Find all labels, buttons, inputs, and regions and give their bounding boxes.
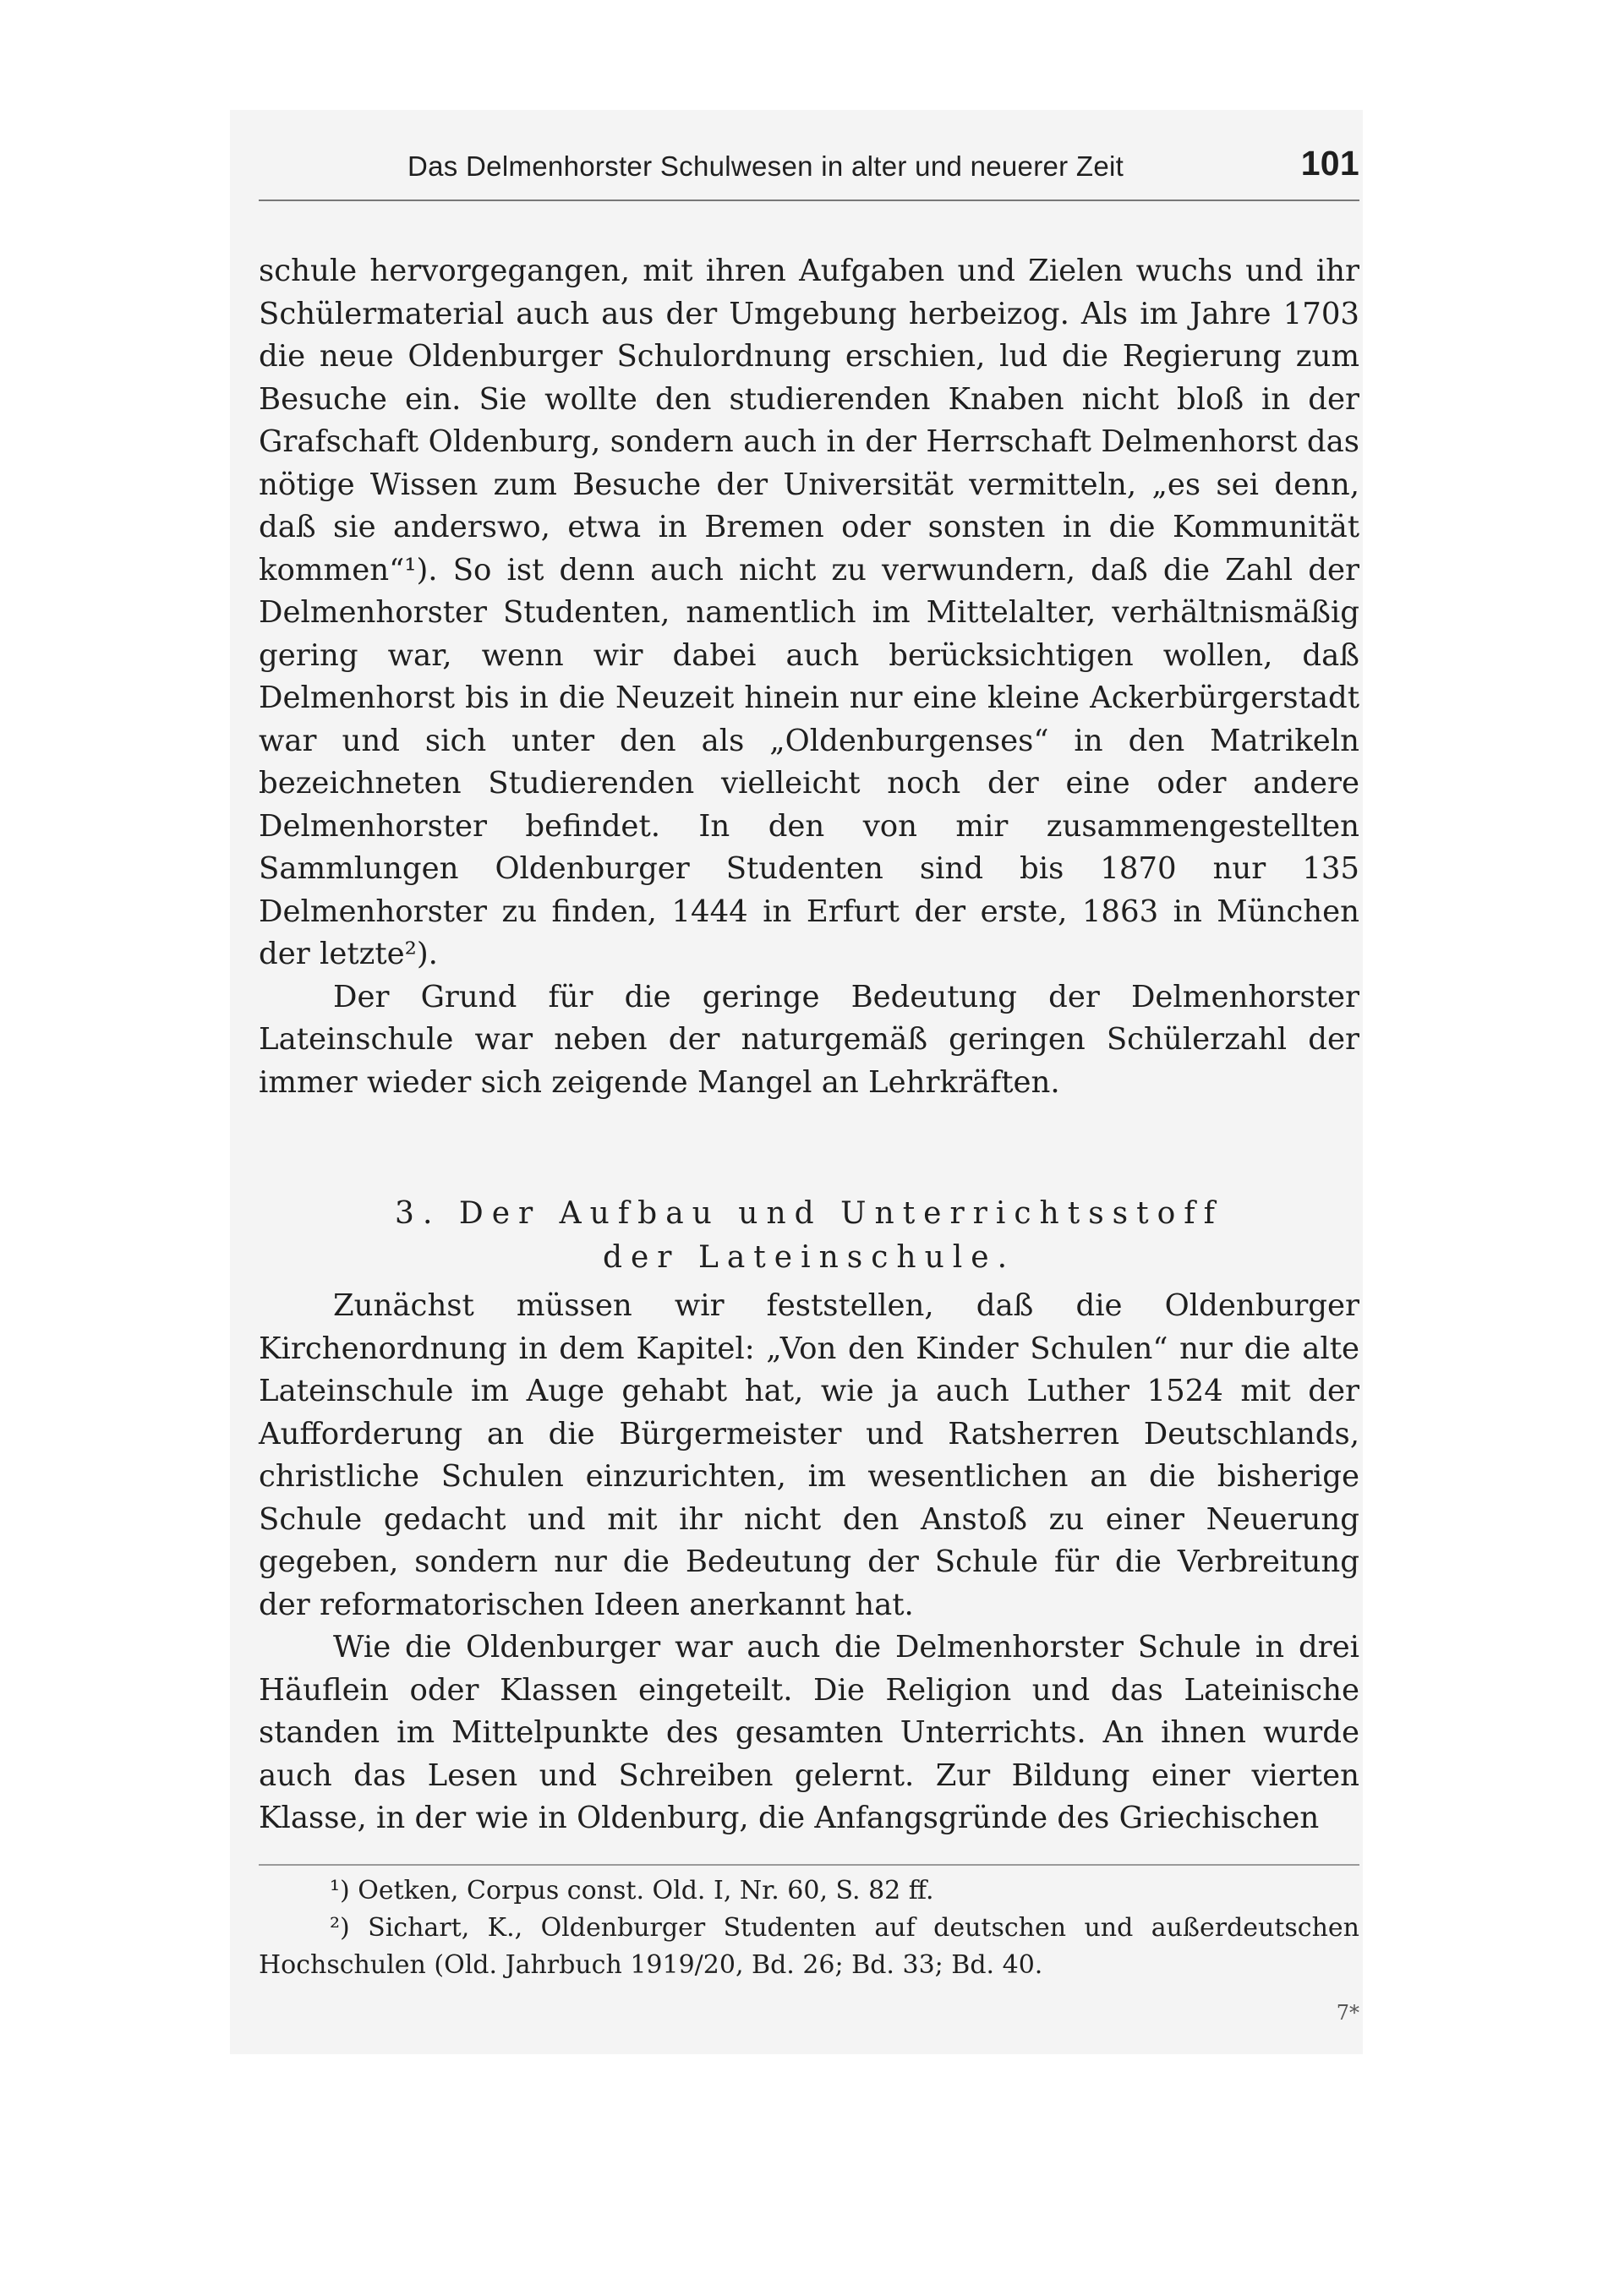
footnote-rule xyxy=(259,1864,1359,1866)
body-paragraph-1: schule hervorgegangen, mit ihren Aufgaben und Zielen wuchs und ihr Schülermaterial auch aus der Umgebung herbeizog. Als im Jahre 1703 die neue Oldenburger Schulordnung erschien, lud die Regierung zum Besuche ein. Sie wollte den studierenden Knaben nicht bloß in der Grafschaft Oldenburg, sondern auch in der Herrschaft Delmenhorst das nötige Wissen zum Besuche der Universität vermitteln, „es sei denn, daß sie anderswo, etwa in Bremen oder sonsten in die Kommunität kommen“¹). So ist denn auch nicht zu verwundern, daß die Zahl der Delmenhorster Studenten, namentlich im Mittelalter, verhältnismäßig gering war, wenn wir dabei auch berücksichtigen wollen, daß Delmenhorst bis in die Neuzeit hinein nur eine kleine Ackerbürgerstadt war und sich unter den als „Oldenburgenses“ in den Matrikeln bezeichneten Studierenden vielleicht noch der eine oder andere Delmenhorster befindet. In den von mir zusammengestellten Sammlungen Oldenburger Studenten sind bis 1870 nur 135 Delmenhorster zu finden, 1444 in Erfurt der erste, 1863 in München der letzte²). xyxy=(259,254,1359,971)
page-number: 101 xyxy=(1300,144,1359,183)
section-heading-line1: 3. Der Aufbau und Unterrichtsstoff xyxy=(395,1196,1223,1231)
signature-mark: 7* xyxy=(1336,2000,1359,2025)
body-paragraph-2: Der Grund für die geringe Bedeutung der Delmenhorster Lateinschule war neben der naturgemäß geringen Schülerzahl der immer wieder sich zeigende Mangel an Lehrkräften. xyxy=(259,979,1359,1100)
footnote-2: ²) Sichart, K., Oldenburger Studenten auf deutschen und außerdeutschen Hochschulen (Old. Jahrbuch 1919/20, Bd. 26; Bd. 33; Bd. 40. xyxy=(259,1912,1359,1980)
document-page xyxy=(259,144,1359,2025)
section-heading xyxy=(259,1192,1359,1280)
header-rule xyxy=(259,200,1359,201)
running-header xyxy=(259,144,1359,194)
section-paragraph-1: Zunächst müssen wir feststellen, daß die Oldenburger Kirchenordnung in dem Kapitel: „Von den Kinder Schulen“ nur die alte Lateinschule im Auge gehabt hat, wie ja auch Luther 1524 mit der Aufforderung an die Bürgermeister und Ratsherren Deutschlands, christliche Schulen einzurichten, im wesentlichen an die bisherige Schule gedacht und mit ihr nicht den Anstoß zu einer Neuerung gegeben, sondern nur die Bedeutung der Schule für die Verbreitung der reformatorischen Ideen anerkannt hat. xyxy=(259,1288,1359,1622)
footnote-1: ¹) Oetken, Corpus const. Old. I, Nr. 60, S. 82 ff. xyxy=(330,1875,934,1905)
header-title: Das Delmenhorster Schulwesen in alter und neuerer Zeit xyxy=(407,150,1124,182)
section-heading-line2: der Lateinschule. xyxy=(602,1240,1016,1275)
section-paragraph-2: Wie die Oldenburger war auch die Delmenhorster Schule in drei Häuflein oder Klassen eingeteilt. Die Religion und das Lateinische standen im Mittelpunkte des gesamten Unterrichts. An ihnen wurde auch das Lesen und Schreiben gelernt. Zur Bildung einer vierten Klasse, in der wie in Oldenburg, die Anfangsgründe des Griechischen xyxy=(259,1630,1359,1835)
